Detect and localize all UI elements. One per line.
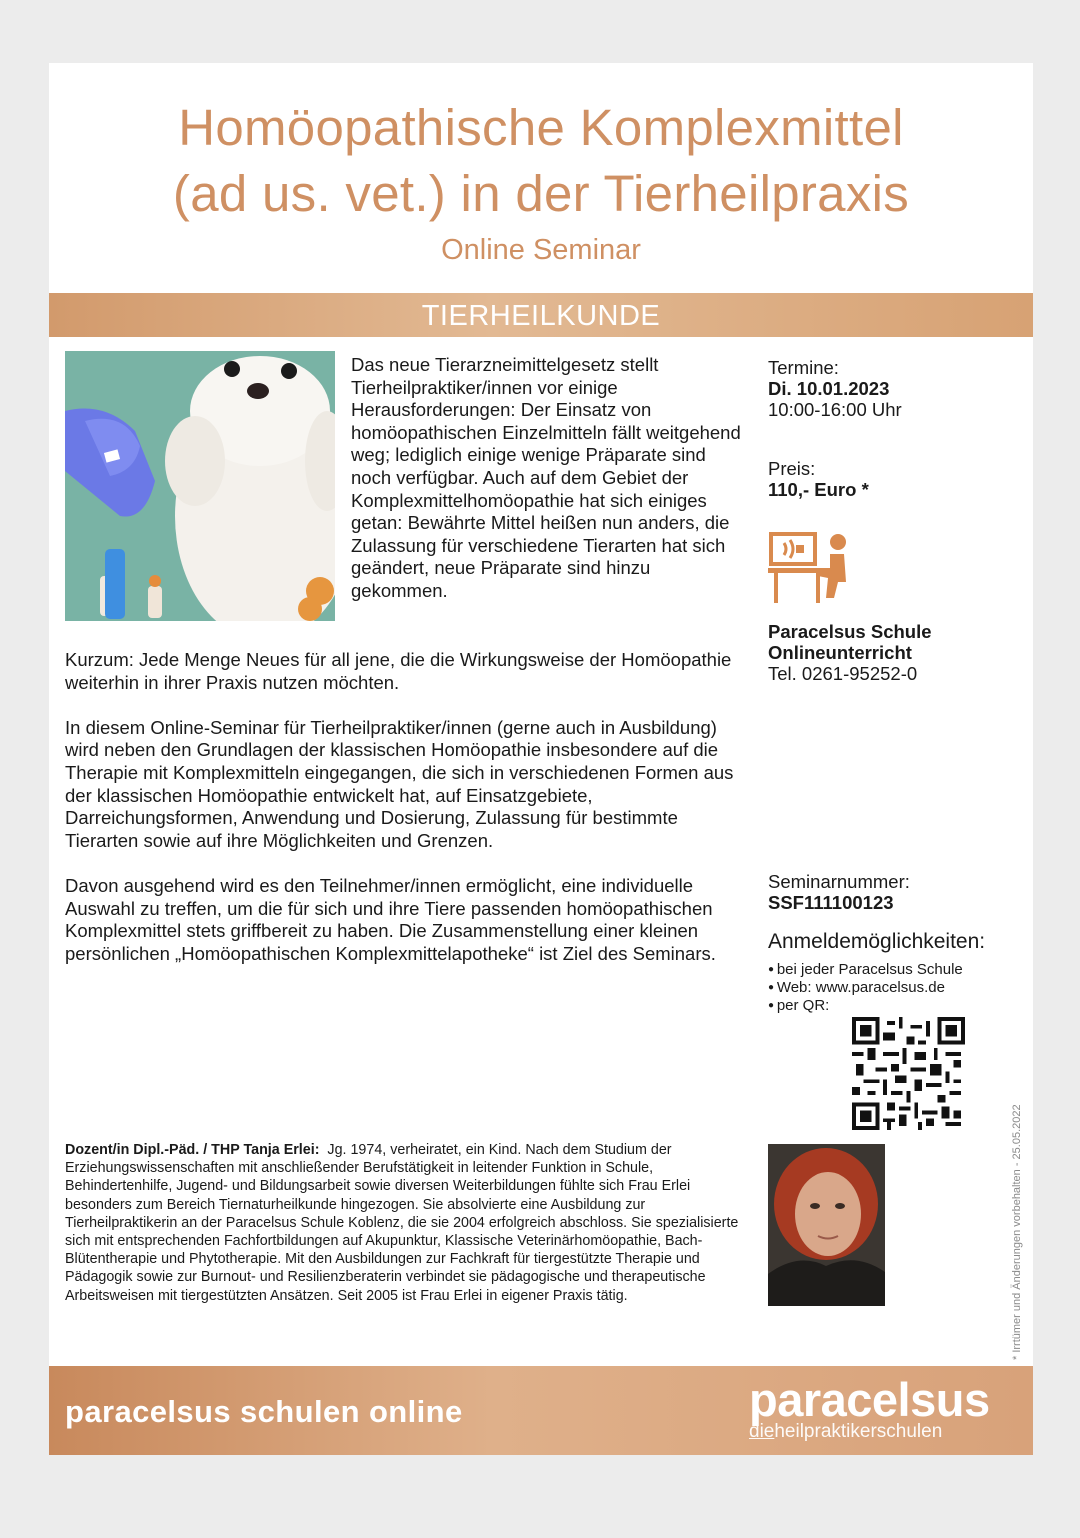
preis-label: Preis: (768, 458, 816, 479)
logo-subline (749, 1422, 979, 1442)
qr-code[interactable] (852, 1017, 965, 1130)
flyer-page (49, 63, 1033, 1455)
registration-option: ● bei jeder Paracelsus Schule (768, 961, 1018, 979)
logo-sub-text: heilpraktikerschulen (774, 1421, 943, 1442)
seminar-number-label: Seminarnummer: (768, 871, 910, 892)
description-paragraph-1: Kurzum: Jede Menge Neues für all jene, die die Wirkungsweise der Homöopathie weiterhin in ihrer Praxis nutzen möchten. (65, 649, 732, 693)
description (65, 649, 745, 988)
title-line-2: (ad us. vet.) in der Tierheilpraxis (172, 165, 910, 222)
online-learning-icon (768, 530, 850, 612)
category-band: TIERHEILKUNDE (49, 293, 1033, 337)
termine-label: Termine: (768, 357, 839, 378)
registration-block (768, 929, 1018, 1015)
registration-option[interactable]: ● Web: www.paracelsus.de (768, 979, 1018, 997)
seminar-number-block (768, 871, 1018, 913)
registration-list (768, 961, 1018, 1015)
footer-bar (49, 1366, 1033, 1455)
title-line-1: Homöopathische Komplexmittel (178, 99, 904, 156)
dog-photo (65, 351, 335, 621)
logo-sub-prefix: die (749, 1421, 775, 1442)
page-subtitle: Online Seminar (441, 234, 641, 266)
lecturer-photo (768, 1144, 885, 1306)
footer-tagline: paracelsus schulen online (65, 1394, 463, 1429)
page-title (49, 95, 1033, 227)
seminar-number: SSF111100123 (768, 892, 894, 913)
description-paragraph-2: In diesem Online-Seminar für Tierheilpraktiker/innen (gerne auch in Ausbildung) wird neben den Grundlagen der klassischen Homöopathie insbesondere auf die Therapie mit Komplexmitteln eingegangen, die sich in verschiedenen Formen aus der klassischen Homöopathie entwickelt hat, auf Einsatzgebiete, Darreichungsformen, Anwendung und Dosierung, Zulassung für bestimmte Tierarten sowie auf ihre Möglichkeiten und Grenzen. (65, 716, 734, 851)
description-paragraph-3: Davon ausgehend wird es den Teilnehmer/innen ermöglicht, eine individuelle Auswahl zu treffen, um die für sich und ihre Tiere passenden homöopathischen Komplexmittel stets griffbereit zu haben. Die Zusammenstellung einer kleinen persönlichen „Homöopathischen Komplexmittelapotheke“ ist Ziel des Seminars. (65, 874, 716, 964)
price-block (768, 458, 1018, 500)
lecturer-bio (65, 1141, 745, 1305)
school-phone: Tel. 0261-95252-0 (768, 663, 918, 684)
seminar-time: 10:00-16:00 Uhr (768, 399, 902, 420)
price-value: 110,- Euro * (768, 479, 869, 500)
lecturer-label: Dozent/in Dipl.-Päd. / THP Tanja Erlei: (65, 1142, 320, 1158)
intro-text: Das neue Tierarzneimittelgesetz stellt Tierheilpraktiker/innen vor einige Herausforderungen: Der Einsatz von homöopathischen Einzelmitteln fällt weitgehend weg; lediglich einige wenige Präparate sind noch verfügbar. Auch auf dem Gebiet der Komplexmittelhomöopathie hat sich einiges getan: Bewährte Mittel heißen nun anders, die Zulassung für verschiedene Tierarten hat sich geändert, neue Präparate sind hinzu gekommen. (351, 354, 741, 601)
logo-wordmark: paracelsus (749, 1373, 990, 1426)
dates-block (768, 357, 1018, 420)
registration-heading: Anmeldemöglichkeiten: (768, 930, 986, 953)
paracelsus-logo (749, 1373, 990, 1442)
school-block (768, 621, 1018, 684)
seminar-date: Di. 10.01.2023 (768, 378, 890, 399)
lecturer-text: Jg. 1974, verheiratet, ein Kind. Nach dem Studium der Erziehungswissenschaften mit anschließender Berufstätigkeit in leitender Funktion in Schule, Behindertenhilfe, Jugend- und Bildungsarbeit sowie diversen Weiterbildungen fühlte sich Frau Erlei besonders zum Bereich Tiernaturheilkunde hingezogen. Sie absolvierte eine Ausbildung zur Tierheilpraktikerin an der Paracelsus Schule Koblenz, die sie 2004 erfolgreich abschloss. Sie spezialisierte sich mit entsprechenden Fachfortbildungen auf Akupunktur, Klassische Veterinärhomöopathie, Bach-Blütentherapie und Phytotherapie. Mit den Ausbildungen zur Fachkraft für tiergestützte Therapie und Pädagogik sowie zur Burnout- und Resilienzberaterin verbindet sie pädagogische und therapeutische Arbeitsweisen mit tiergestützten Ansätzen. Seit 2005 ist Frau Erlei in eigener Praxis tätig. (65, 1142, 739, 1304)
school-name: Paracelsus Schule (768, 621, 932, 642)
registration-option: ● per QR: (768, 997, 1018, 1015)
disclaimer-note: * Irrtümer und Änderungen vorbehalten - 25.05.2022 (1011, 1104, 1023, 1360)
school-mode: Onlineunterricht (768, 642, 912, 663)
